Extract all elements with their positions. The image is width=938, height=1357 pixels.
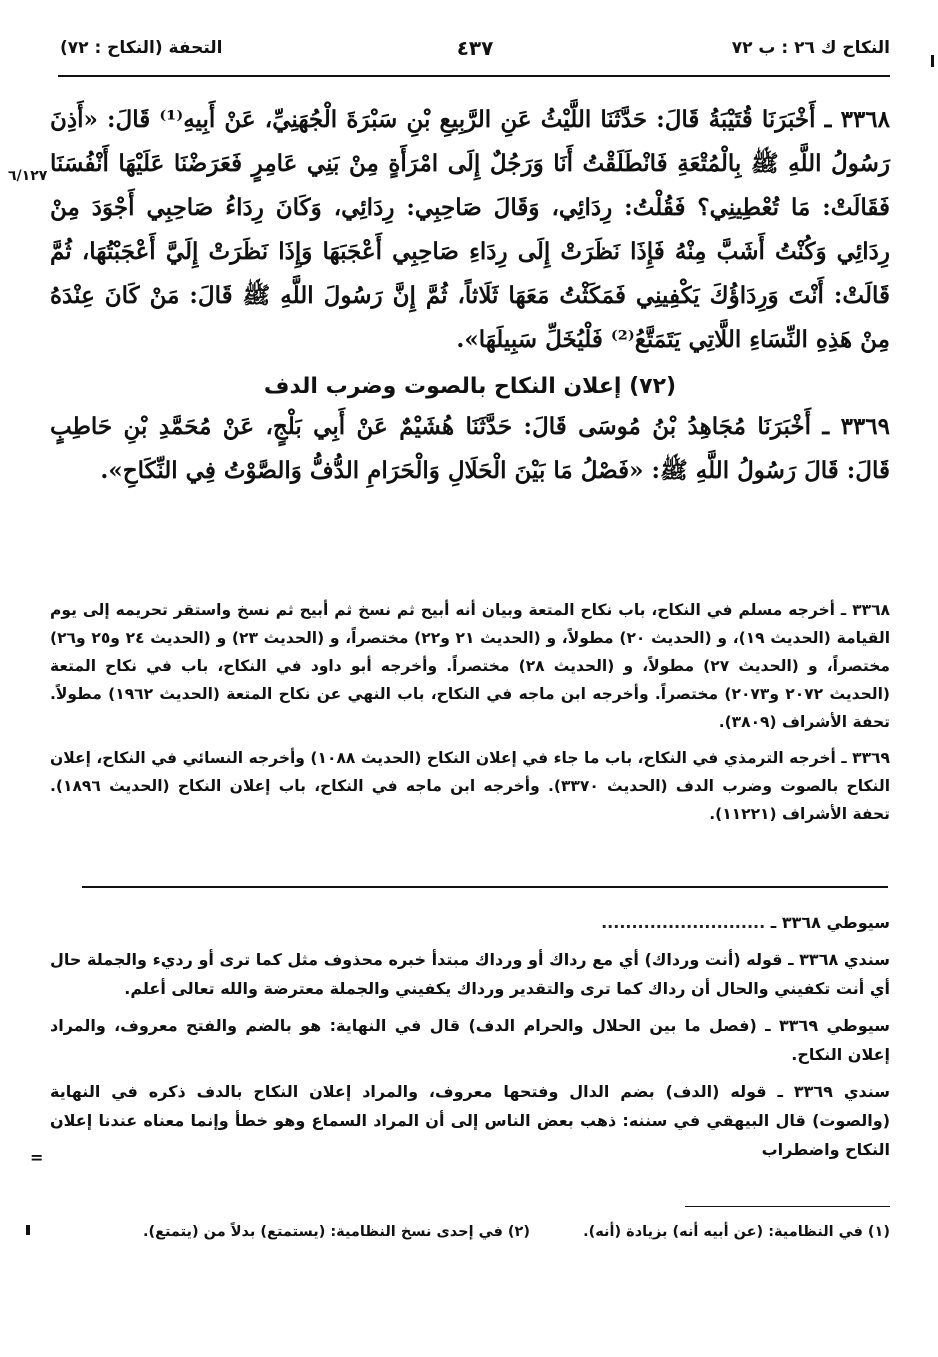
- variants-rule: [685, 1206, 890, 1207]
- suyuti-3368-label: سيوطي ٣٣٦٨ ـ: [770, 913, 890, 932]
- hadith-3369: ٣٣٦٩ ـ أَخْبَرَنَا مُجَاهِدُ بْنُ مُوسَى قَالَ: حَدَّثَنَا هُشَيْمٌ عَنْ أَبِي بَلْجٍ، عَنْ مُحَمَّدِ بْنِ حَاطِبٍ قَالَ: قَالَ رَسُولُ اللَّهِ ﷺ: «فَصْلُ مَا بَيْنَ الْحَلَالِ وَالْحَرَامِ الدُّفُّ وَالصَّوْتُ فِي النِّكَاحِ».: [50, 413, 890, 484]
- main-text: [50, 98, 890, 493]
- section-divider: [82, 886, 888, 888]
- sindi-3369: سندي ٣٣٦٩ ـ قوله (الدف) بضم الدال وفتحها معروف، والمراد إعلان النكاح بالدف ذكره في النهاية (والصوت) قال البيهقي في سننه: ذهب بعض الناس إلى أن المراد السماع وهو خطأ وإنما معناه عندنا إعلان النكاح واضطراب: [50, 1082, 890, 1159]
- header-tuhfa-ref: التحفة (النكاح : ٧٢): [60, 38, 223, 58]
- takhrij-notes: [50, 596, 890, 836]
- header-rule: [58, 75, 890, 77]
- edge-mark-bottom: [26, 1225, 30, 1235]
- suyuti-3369: سيوطي ٣٣٦٩ ـ (فصل ما بين الحلال والحرام الدف) قال في النهاية: هو بالضم والفتح معروف، والمراد إعلان النكاح.: [50, 1016, 890, 1064]
- running-header: [60, 38, 890, 68]
- suyuti-3368: [50, 908, 890, 937]
- variant-note-2: (٢) في إحدى نسخ النظامية: (يستمتع) بدلاً من (يتمتع).: [142, 1224, 530, 1240]
- chapter-title: (٧٢) إعلان النكاح بالصوت وضرب الدف: [263, 374, 677, 399]
- takhrij-3368: ٣٣٦٨ ـ أخرجه مسلم في النكاح، باب نكاح المتعة وبيان أنه أبيح ثم نسخ ثم أبيح ثم نسخ واستقر تحريمه إلى يوم القيامة (الحديث ١٩)، و (الحديث ٢٠) مطولاً، و (الحديث ٢١ و٢٢) مختصراً، و (الحديث ٢٣) و (الحديث ٢٤ و٢٥ و٢٦) مختصراً، و (الحديث ٢٧) مطولاً، و (الحديث ٢٨) مختصراً. وأخرجه أبو داود في النكاح، باب في نكاح المتعة (الحديث ٢٠٧٢ و٢٠٧٣) مختصراً. وأخرجه ابن ماجه في النكاح، باب النهي عن نكاح المتعة (الحديث ١٩٦٢) مطولاً. تحفة الأشراف (٣٨٠٩).: [50, 601, 891, 731]
- continuation-mark: =: [30, 1148, 44, 1167]
- hadith-3368: ٣٣٦٨ ـ أَخْبَرَنَا قُتَيْبَةُ قَالَ: حَدَّثَنَا اللَّيْثُ عَنِ الرَّبِيعِ بْنِ سَبْرَةَ الْجُهَنِيِّ، عَنْ أَبِيهِ⁽¹⁾ قَالَ: «أَذِنَ رَسُولُ اللَّهِ ﷺ بِالْمُتْعَةِ فَانْطَلَقْتُ أَنَا وَرَجُلٌ إِلَى امْرَأَةٍ مِنْ بَنِي عَامِرٍ فَعَرَضْنَا عَلَيْهَا أَنْفُسَنَا فَقَالَتْ: مَا تُعْطِينِي؟ فَقُلْتُ: رِدَائِي، وَقَالَ صَاحِبِي: رِدَائِي، وَكَانَ رِدَاءُ صَاحِبِي أَجْوَدَ مِنْ رِدَائِي وَكُنْتُ أَشَبَّ مِنْهُ فَإِذَا نَظَرَتْ إِلَى رِدَاءِ صَاحِبِي أَعْجَبَهَا وَإِذَا نَظَرَتْ إِلَيَّ أَعْجَبْتُهَا، ثُمَّ قَالَتْ: أَنْتَ وَرِدَاؤُكَ يَكْفِينِي فَمَكَثْتُ مَعَهَا ثَلَاثاً، ثُمَّ إِنَّ رَسُولَ اللَّهِ ﷺ قَالَ: مَنْ كَانَ عِنْدَهُ مِنْ هَذِهِ النِّسَاءِ اللَّاتِي يَتَمَتَّعُ⁽²⁾ فَلْيُخَلِّ سَبِيلَهَا».: [50, 106, 890, 353]
- suyuti-3368-dots: ...........................: [601, 913, 766, 932]
- takhrij-3369: ٣٣٦٩ ـ أخرجه الترمذي في النكاح، باب ما جاء في إعلان النكاح (الحديث ١٠٨٨) وأخرجه النسائي في النكاح، إعلان النكاح بالصوت وضرب الدف (الحديث ٣٣٧٠). وأخرجه ابن ماجه في النكاح، باب إعلان النكاح (الحديث ١٨٩٦). تحفة الأشراف (١١٢٢١).: [50, 749, 891, 823]
- variant-note-1: (١) في النظامية: (عن أبيه أنه) بزيادة (أنه).: [583, 1224, 890, 1240]
- page-number: ٤٣٧: [456, 36, 494, 60]
- commentary-section: [50, 908, 890, 1172]
- edge-mark: [931, 55, 934, 67]
- sindi-3368: سندي ٣٣٦٨ ـ قوله (أنت ورداك) أي مع رداك أو ورداك مبتدأ خبره محذوف مثل كما ترى أو رديء والجملة حال أي أنت تكفيني والحال أن رداك كما ترى والتقدير ورداك يكفيني والجملة معترضة والله تعالى أعلم.: [50, 950, 891, 998]
- margin-volume-ref: ٦/١٢٧: [8, 168, 48, 184]
- header-chapter-ref: النكاح ك ٢٦ : ب ٧٢: [731, 38, 890, 58]
